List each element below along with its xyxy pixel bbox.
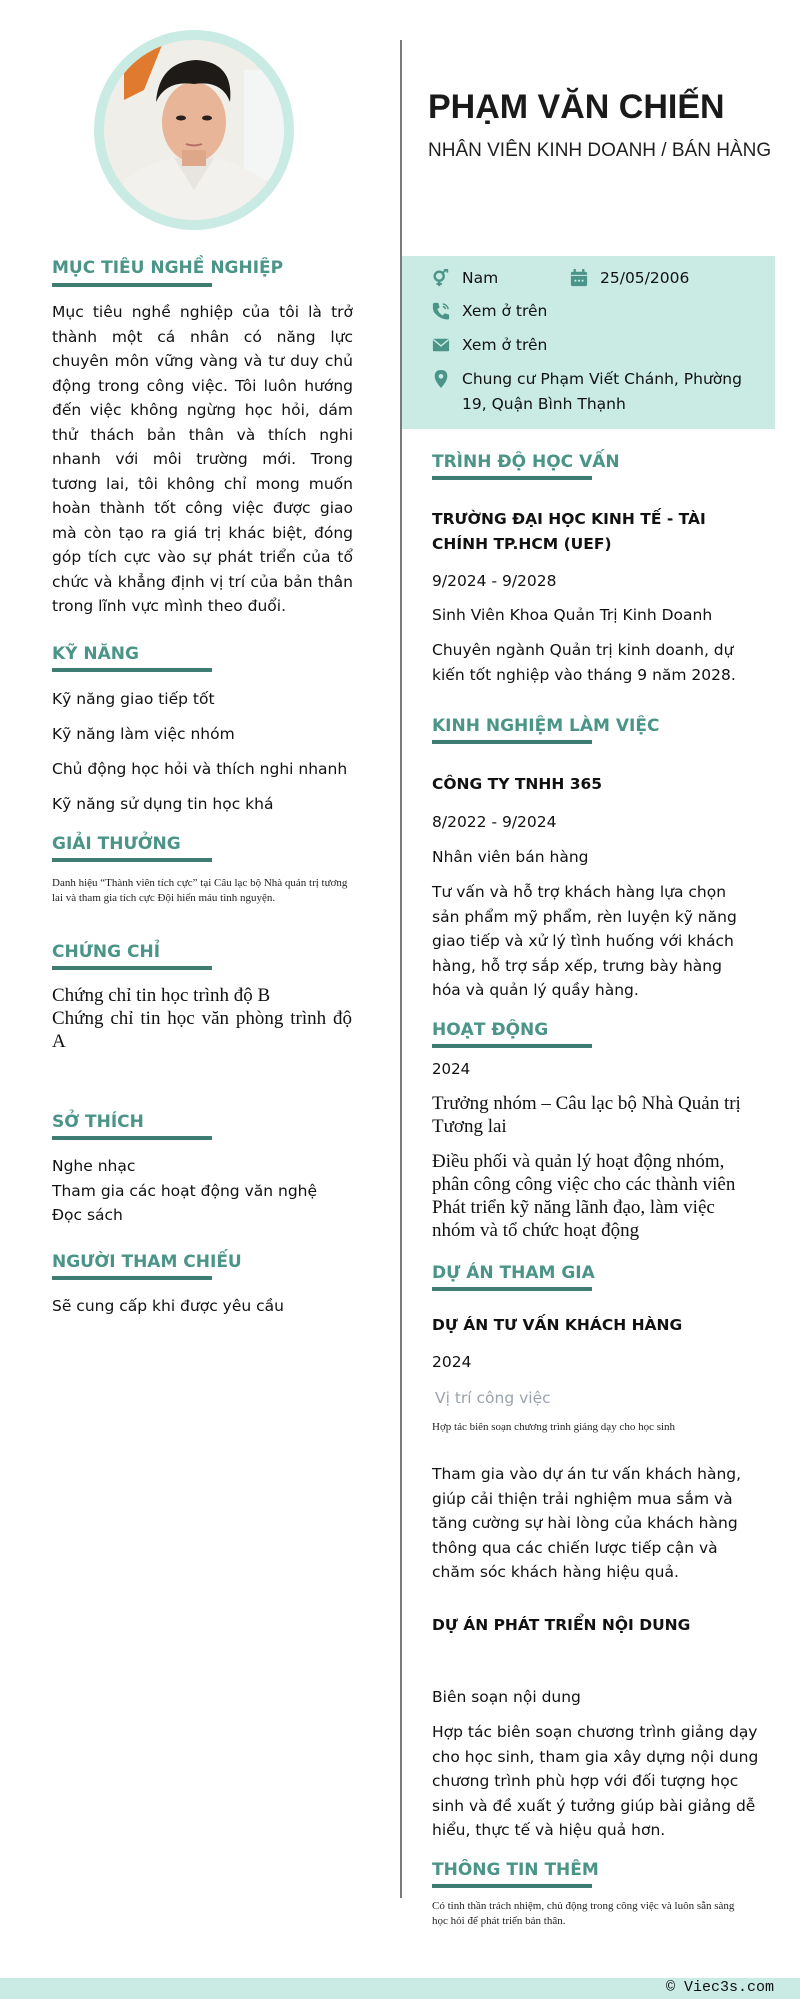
activity-role: Trưởng nhóm – Câu lạc bộ Nhà Quản trị Tương lai — [432, 1093, 741, 1137]
hobby-item: Tham gia các hoạt động văn nghệ — [52, 1181, 318, 1200]
activity-description — [432, 1150, 757, 1242]
education-role: Sinh Viên Khoa Quản Trị Kinh Doanh — [432, 606, 713, 624]
copyright-text: © Viec3s.com — [665, 1979, 774, 1996]
section-underline — [432, 476, 592, 480]
contact-address — [432, 367, 742, 417]
contact-email — [432, 333, 547, 358]
additional-text: Có tinh thần trách nhiệm, chủ động trong công việc và luôn sẵn sàng học hỏi để phát triển bản thân. — [432, 1900, 735, 1927]
education-description: Chuyên ngành Quản trị kinh doanh, dự kiến tốt nghiệp vào tháng 9 năm 2028. — [432, 641, 736, 684]
profile-photo-icon — [104, 40, 284, 220]
skill-item: Kỹ năng giao tiếp tốt — [52, 690, 215, 708]
contact-gender — [432, 266, 498, 291]
candidate-name: PHẠM VĂN CHIẾN — [428, 88, 725, 126]
envelope-icon — [432, 336, 450, 354]
section-title-certificates: CHỨNG CHỈ — [52, 942, 161, 962]
contact-panel — [402, 256, 775, 429]
section-underline — [52, 668, 212, 672]
section-underline — [52, 966, 212, 970]
section-title-references: NGƯỜI THAM CHIẾU — [52, 1252, 242, 1272]
candidate-position: NHÂN VIÊN KINH DOANH / BÁN HÀNG — [428, 140, 772, 161]
project-name: DỰ ÁN TƯ VẤN KHÁCH HÀNG — [432, 1316, 683, 1334]
activity-year: 2024 — [432, 1060, 471, 1078]
location-pin-icon — [432, 370, 450, 388]
section-title-skills: KỸ NĂNG — [52, 644, 139, 664]
avatar — [104, 40, 284, 220]
phone-value: Xem ở trên — [462, 302, 548, 320]
calendar-icon — [570, 269, 588, 287]
project-note: Hợp tác biên soạn chương trình giảng dạy cho học sinh — [432, 1421, 676, 1433]
section-title-hobbies: SỞ THÍCH — [52, 1112, 144, 1132]
experience-period: 8/2022 - 9/2024 — [432, 813, 557, 831]
section-underline — [432, 740, 592, 744]
skill-item: Chủ động học hỏi và thích nghi nhanh — [52, 760, 348, 778]
project-description: Hợp tác biên soạn chương trình giảng dạy cho học sinh, tham gia xây dựng nội dung chương trình phù hợp với đối tượng học sinh và đề xuất ý tưởng giúp bài giảng dễ hiểu, thực tế và hiệu quả hơn. — [432, 1723, 759, 1839]
project-description: Tham gia vào dự án tư vấn khách hàng, giúp cải thiện trải nghiệm mua sắm và tăng cường sự hài lòng của khách hàng thông qua các chiến lược tiếp cận và chăm sóc khách hàng hiệu quả. — [432, 1465, 742, 1581]
section-underline — [52, 1136, 212, 1140]
hobby-item: Nghe nhạc — [52, 1157, 136, 1175]
experience-description: Tư vấn và hỗ trợ khách hàng lựa chọn sản phẩm mỹ phẩm, rèn luyện kỹ năng giao tiếp và xử lý tình huống với khách hàng, hỗ trợ sắp xếp, trưng bày hàng hóa và quản lý quầy hàng. — [432, 883, 737, 999]
activity-description-line: Phát triển kỹ năng lãnh đạo, làm việc nhóm và tổ chức hoạt động — [432, 1197, 715, 1241]
contact-birthday — [570, 266, 689, 291]
email-value: Xem ở trên — [462, 336, 548, 354]
project-name: DỰ ÁN PHÁT TRIỂN NỘI DUNG — [432, 1616, 691, 1634]
certificate-item: Chứng chỉ tin học trình độ B — [52, 985, 271, 1006]
section-title-projects: DỰ ÁN THAM GIA — [432, 1263, 595, 1283]
address-line-1: Chung cư Phạm Viết Chánh, Phường — [462, 370, 742, 388]
section-title-education: TRÌNH ĐỘ HỌC VẤN — [432, 452, 620, 472]
section-underline — [52, 858, 212, 862]
section-underline — [52, 1276, 212, 1280]
certificate-item: Chứng chỉ tin học văn phòng trình độ A — [52, 1008, 352, 1052]
section-title-experience: KINH NGHIỆM LÀM VIỆC — [432, 716, 660, 736]
hobby-item: Đọc sách — [52, 1206, 123, 1224]
gender-value: Nam — [462, 269, 499, 287]
address-line-2: 19, Quận Bình Thạnh — [462, 395, 626, 413]
section-underline — [432, 1884, 592, 1888]
gender-icon — [432, 269, 450, 287]
section-title-awards: GIẢI THƯỞNG — [52, 834, 181, 854]
phone-icon — [432, 302, 450, 320]
skill-item: Kỹ năng sử dụng tin học khá — [52, 795, 274, 813]
experience-role: Nhân viên bán hàng — [432, 848, 589, 866]
activity-description-line: Điều phối và quản lý hoạt động nhóm, phân công công việc cho các thành viên — [432, 1151, 736, 1195]
hobbies-list — [52, 1154, 317, 1228]
certificates-list — [52, 984, 352, 1053]
section-title-activities: HOẠT ĐỘNG — [432, 1020, 549, 1040]
experience-company: CÔNG TY TNHH 365 — [432, 775, 603, 793]
project-year: 2024 — [432, 1353, 472, 1371]
section-title-objective: MỤC TIÊU NGHỀ NGHIỆP — [52, 258, 284, 278]
section-underline — [432, 1287, 592, 1291]
education-school: TRƯỜNG ĐẠI HỌC KINH TẾ - TÀI CHÍNH TP.HCM (UEF) — [432, 510, 706, 553]
section-underline — [52, 283, 212, 287]
birthday-value: 25/05/2006 — [600, 269, 690, 287]
footer-bar — [0, 1978, 800, 1999]
section-underline — [432, 1044, 592, 1048]
project-position-field: Vị trí công việc — [435, 1389, 551, 1407]
awards-text: Danh hiệu “Thành viên tích cực” tại Câu lạc bộ Nhà quản trị tương lai và tham gia tích cực Đội hiến máu tình nguyện. — [52, 877, 348, 904]
project-role: Biên soạn nội dung — [432, 1688, 581, 1706]
references-text: Sẽ cung cấp khi được yêu cầu — [52, 1297, 284, 1315]
contact-phone — [432, 299, 547, 324]
skill-item: Kỹ năng làm việc nhóm — [52, 725, 235, 743]
education-period: 9/2024 - 9/2028 — [432, 572, 557, 590]
section-title-additional: THÔNG TIN THÊM — [432, 1860, 599, 1880]
objective-text: Mục tiêu nghề nghiệp của tôi là trở thành một cá nhân có năng lực chuyên môn vững vàng và tư duy chủ động trong công việc. Tôi luôn hướng đến việc không ngừng học hỏi, dám thử thách bản thân và thích nghi nhanh với môi trường mới. Trong tương lai, tôi không chỉ mong muốn hoàn thành tốt công việc được giao mà còn tạo ra giá trị khác biệt, đóng góp tích cực vào sự phát triển của tổ chức và khẳng định vị trí của bản thân trong lĩnh vực mình theo đuổi. — [52, 303, 353, 615]
